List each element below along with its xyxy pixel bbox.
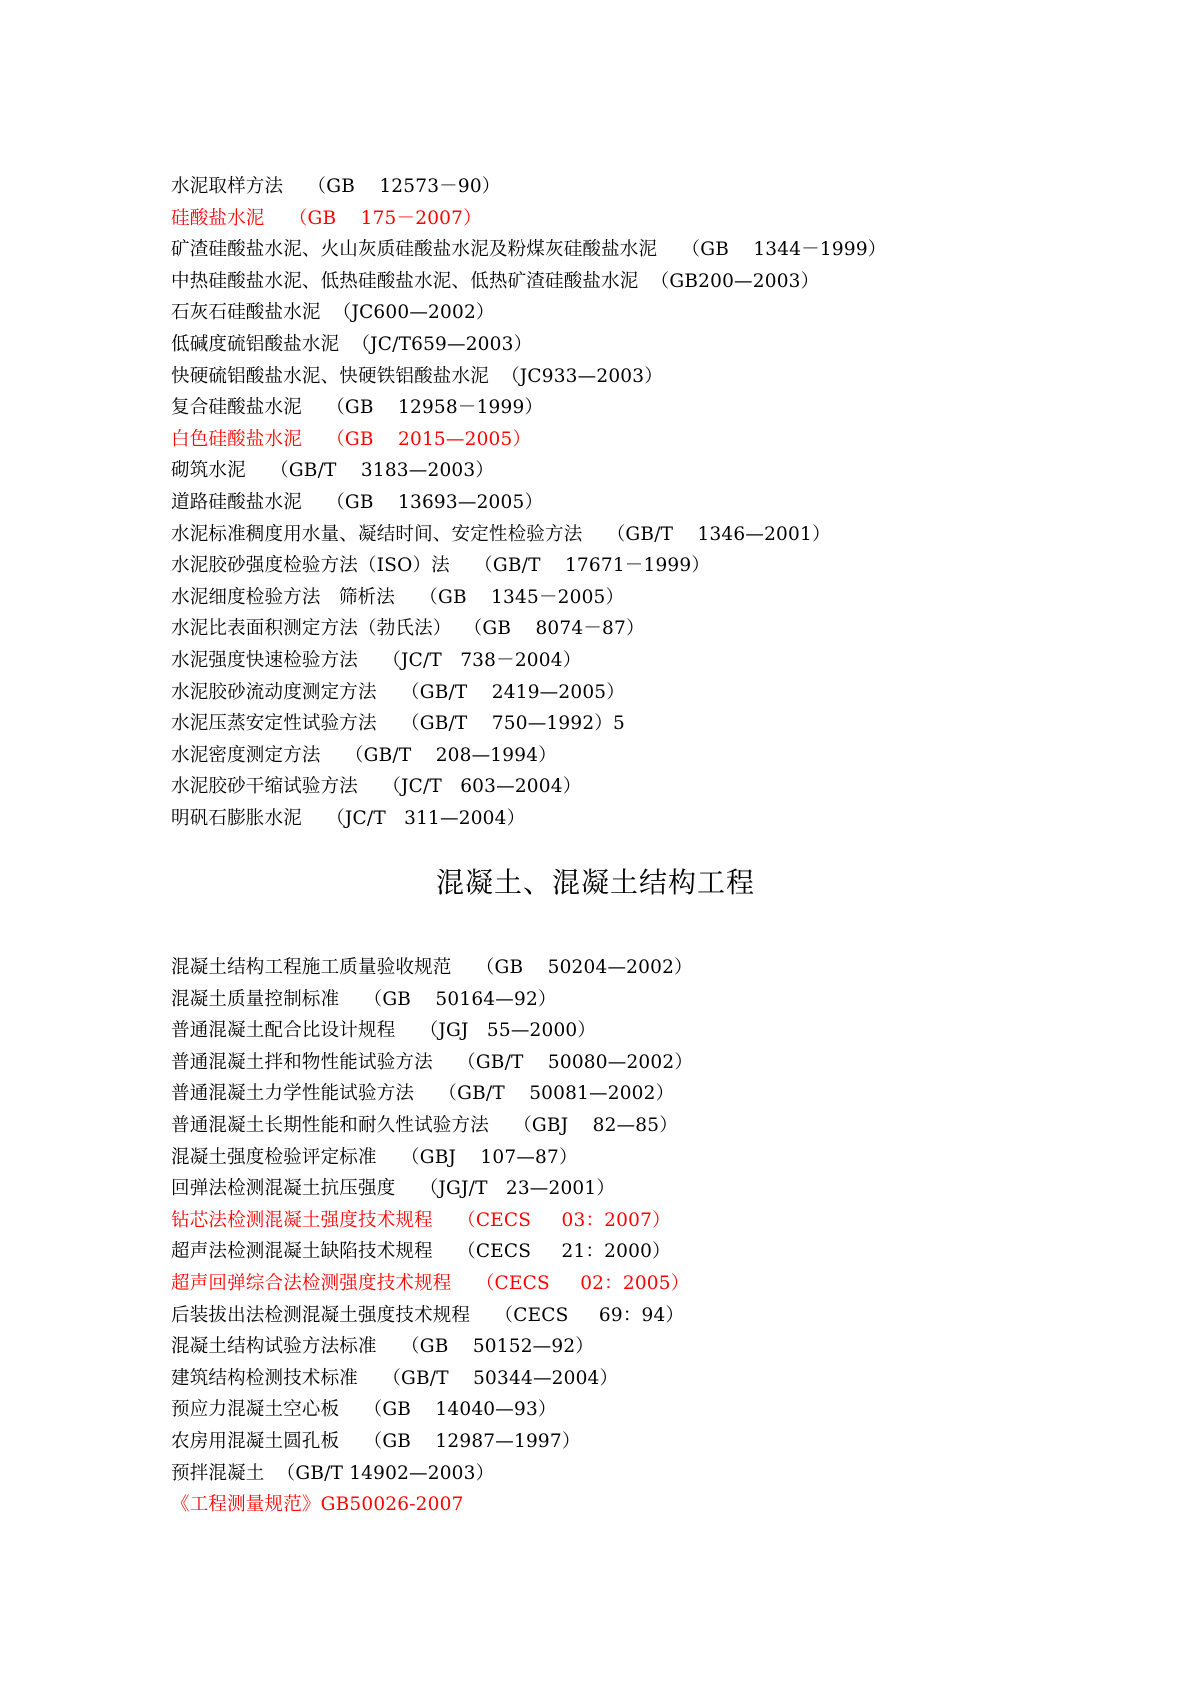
cement-standard-item: 水泥胶砂流动度测定方法 （GB/T 2419—2005） (171, 681, 625, 703)
cement-standard-item: 石灰石硅酸盐水泥 （JC600—2002） (171, 302, 495, 324)
cement-standard-item: 水泥压蒸安定性试验方法 （GB/T 750—1992）5 (171, 713, 625, 735)
cement-standard-item: 低碱度硫铝酸盐水泥 （JC/T659—2003） (171, 333, 533, 355)
cement-standard-item: 砌筑水泥 （GB/T 3183—2003） (171, 460, 495, 482)
concrete-standards-list (171, 952, 693, 1521)
cement-standard-item: 复合硅酸盐水泥 （GB 12958－1999） (171, 397, 544, 419)
cement-standard-item: 水泥胶砂强度检验方法（ISO）法 （GB/T 17671－1999） (171, 555, 711, 577)
concrete-standard-item: 混凝土强度检验评定标准 （GBJ 107—87） (171, 1146, 578, 1168)
cement-standard-item: 水泥取样方法 （GB 12573－90） (171, 176, 501, 197)
concrete-standard-item: 建筑结构检测技术标准 （GB/T 50344—2004） (171, 1367, 619, 1389)
concrete-standard-item: 混凝土结构工程施工质量验收规范 （GB 50204—2002） (171, 957, 693, 978)
concrete-standard-item: 回弹法检测混凝土抗压强度 （JGJ/T 23—2001） (171, 1178, 616, 1200)
concrete-standard-item: 钻芯法检测混凝土强度技术规程 （CECS 03：2007） (171, 1209, 671, 1231)
section-heading-concrete: 混凝土、混凝土结构工程 (435, 866, 755, 899)
cement-standard-item: 快硬硫铝酸盐水泥、快硬铁铝酸盐水泥 （JC933—2003） (171, 365, 663, 387)
cement-standard-item: 明矾石膨胀水泥 （JC/T 311—2004） (171, 807, 526, 829)
cement-standard-item: 水泥密度测定方法 （GB/T 208—1994） (171, 744, 557, 766)
concrete-standard-item: 普通混凝土长期性能和耐久性试验方法 （GBJ 82—85） (171, 1114, 678, 1136)
cement-standard-item: 中热硅酸盐水泥、低热硅酸盐水泥、低热矿渣硅酸盐水泥 （GB200—2003） (171, 270, 820, 292)
cement-standard-item: 水泥标准稠度用水量、凝结时间、安定性检验方法 （GB/T 1346—2001） (171, 523, 831, 545)
concrete-standard-item: 后装拔出法检测混凝土强度技术规程 （CECS 69：94） (171, 1304, 685, 1326)
cement-standard-item: 白色硅酸盐水泥 （GB 2015—2005） (171, 428, 532, 450)
cement-standards-list (171, 171, 886, 834)
concrete-standard-item: 预拌混凝土 （GB/T 14902—2003） (171, 1462, 495, 1484)
concrete-standard-item: 《工程测量规范》GB50026-2007 (171, 1494, 464, 1516)
concrete-standard-item: 普通混凝土力学性能试验方法 （GB/T 50081—2002） (171, 1083, 675, 1105)
cement-standard-item: 道路硅酸盐水泥 （GB 13693—2005） (171, 491, 544, 513)
concrete-standard-item: 普通混凝土配合比设计规程 （JGJ 55—2000） (171, 1020, 597, 1042)
cement-standard-item: 水泥强度快速检验方法 （JC/T 738－2004） (171, 649, 582, 671)
concrete-standard-item: 普通混凝土拌和物性能试验方法 （GB/T 50080—2002） (171, 1051, 694, 1073)
concrete-standard-item: 预应力混凝土空心板 （GB 14040—93） (171, 1399, 557, 1421)
concrete-standard-item: 超声法检测混凝土缺陷技术规程 （CECS 21：2000） (171, 1241, 671, 1263)
cement-standard-item: 水泥胶砂干缩试验方法 （JC/T 603—2004） (171, 776, 582, 798)
concrete-standard-item: 混凝土质量控制标准 （GB 50164—92） (171, 988, 557, 1010)
concrete-standard-item: 农房用混凝土圆孔板 （GB 12987—1997） (171, 1430, 581, 1452)
cement-standard-item: 矿渣硅酸盐水泥、火山灰质硅酸盐水泥及粉煤灰硅酸盐水泥 （GB 1344－1999） (171, 239, 887, 261)
concrete-standard-item: 超声回弹综合法检测强度技术规程 （CECS 02：2005） (171, 1272, 690, 1294)
cement-standard-item: 水泥比表面积测定方法（勃氏法） （GB 8074－87） (171, 618, 645, 640)
cement-standard-item: 水泥细度检验方法 筛析法 （GB 1345－2005） (171, 586, 625, 608)
concrete-standard-item: 混凝土结构试验方法标准 （GB 50152—92） (171, 1336, 595, 1358)
cement-standard-item: 硅酸盐水泥 （GB 175－2007） (171, 207, 482, 229)
